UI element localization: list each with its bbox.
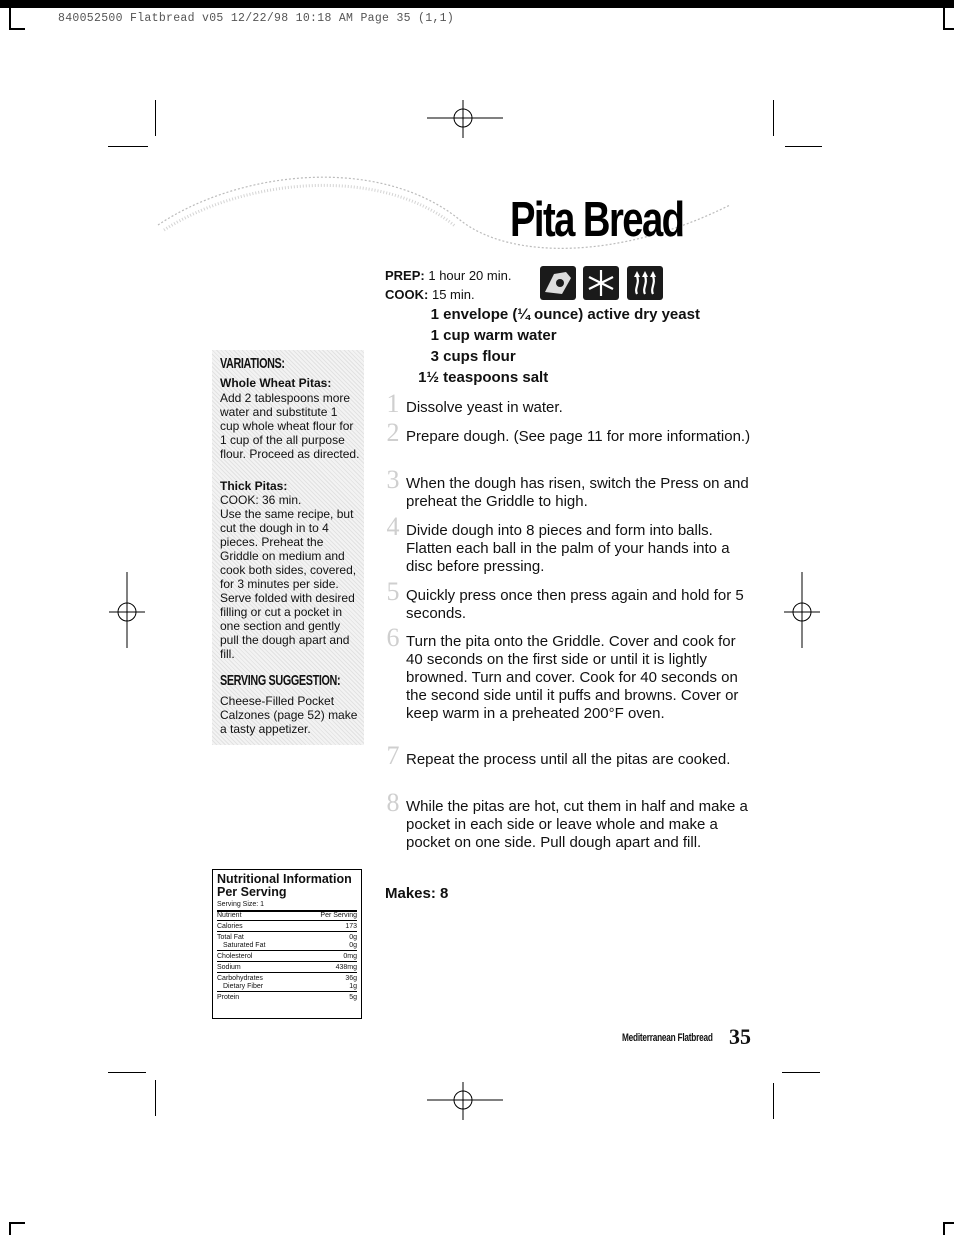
nutrient-value: 0g	[349, 942, 357, 949]
prep-time	[385, 268, 511, 283]
prep-label: PREP:	[385, 268, 425, 283]
heat-steam-icon	[627, 266, 663, 300]
nutrient-name: Dietary Fiber	[223, 983, 264, 990]
step-number: 2	[386, 418, 400, 447]
page-number: 35	[729, 1024, 751, 1049]
step-text: When the dough has risen, switch the Press on and preheat the Griddle to high.	[406, 475, 749, 510]
step-text: Dissolve yeast in water.	[406, 399, 563, 416]
nutrition-row	[213, 934, 361, 942]
nutrient-name: Carbohydrates	[217, 975, 263, 982]
nutrition-row	[213, 923, 361, 931]
ingredient-item	[413, 369, 548, 386]
nutrient-value: 0mg	[343, 953, 357, 960]
registration-mark-top	[425, 100, 505, 140]
thick-pitas-title: Thick Pitas:	[220, 479, 288, 493]
nutrition-row	[213, 975, 361, 983]
cook-label: COOK:	[385, 287, 429, 302]
nutrient-value: 1g	[349, 983, 357, 990]
nutrient-name: Sodium	[217, 964, 241, 971]
step-text: While the pitas are hot, cut them in half and make a pocket in each side or leave whole and make a pocket on one side. Pull dough apart and fill.	[406, 798, 748, 851]
step-text: Repeat the process until all the pitas are cooked.	[406, 751, 731, 768]
ingredient-text: cups flour	[443, 348, 516, 365]
nutrient-value: 0g	[349, 934, 357, 941]
food-processor-icon	[540, 266, 576, 300]
ingredient-text: envelope (¼ ounce) active dry yeast	[443, 306, 700, 323]
step-text: Prepare dough. (See page 11 for more information.)	[406, 428, 751, 445]
nutrient-name: Saturated Fat	[223, 942, 266, 949]
nutrition-row	[213, 953, 361, 961]
nutrient-name: Cholesterol	[217, 953, 253, 960]
ingredient-qty: 3	[430, 348, 439, 365]
nutrient-value: 438mg	[335, 964, 357, 971]
nutrition-facts	[212, 869, 362, 1019]
step-text: Turn the pita onto the Griddle. Cover and cook for 40 seconds on the first side or until it is lightly browned. Turn and cover. Cook for 40 seconds on the second side until it puffs and browns. Cover or keep warm in a preheated 200°F oven.	[406, 633, 739, 722]
step-number: 4	[386, 512, 400, 541]
nutrition-title: Nutritional Information Per Serving	[217, 872, 352, 899]
ingredient-qty: 1	[430, 306, 439, 323]
per-serving-header: Per Serving	[320, 912, 357, 919]
cook-value: 15 min.	[431, 287, 475, 302]
appliance-icons	[540, 266, 666, 300]
thick-pitas-text: Use the same recipe, but cut the dough in to 4 pieces. Preheat the Griddle on medium and cook both sides, covered, for 3 minutes per side. Serve folded with desired filling or cut a pocket in one section and gently pull the dough apart and fill.	[220, 507, 357, 661]
nutrient-value: 36g	[345, 975, 357, 982]
step-number: 6	[386, 623, 400, 652]
serving-suggestion-text: Cheese-Filled Pocket Calzones (page 52) make a tasty appetizer.	[220, 694, 358, 736]
ingredient-item	[413, 306, 700, 323]
serving-size-text: Serving Size: 1	[217, 901, 265, 908]
nutrition-row	[213, 994, 361, 1002]
serving-suggestion-heading: SERVING SUGGESTION:	[220, 672, 341, 689]
ingredient-qty: 1½	[418, 369, 439, 386]
nutrient-name: Calories	[217, 923, 243, 930]
variations-sidebar	[212, 350, 364, 745]
prep-value: 1 hour 20 min.	[428, 268, 512, 283]
ingredient-qty: 1	[430, 327, 439, 344]
thick-pitas-cook: COOK: 36 min.	[220, 493, 302, 507]
nutrient-name: Total Fat	[217, 934, 244, 941]
variations-heading: VARIATIONS:	[220, 355, 285, 372]
registration-mark-left	[107, 572, 147, 652]
cook-time	[385, 287, 475, 302]
nutrition-row	[213, 964, 361, 972]
step-number: 1	[386, 389, 400, 418]
recipe-title: Pita Bread	[510, 193, 684, 247]
ingredient-text: teaspoons salt	[443, 369, 549, 386]
ingredient-text: cup warm water	[443, 327, 557, 344]
step-number: 3	[386, 465, 400, 494]
registration-mark-bottom	[425, 1082, 505, 1122]
nutrient-header: Nutrient	[217, 912, 242, 919]
yield: Makes: 8	[385, 885, 449, 902]
nutrient-value: 173	[345, 923, 357, 930]
step-text: Quickly press once then press again and hold for 5 seconds.	[406, 587, 744, 622]
step-number: 7	[386, 741, 400, 770]
nutrition-row	[213, 942, 361, 950]
print-slug: 840052500 Flatbread v05 12/22/98 10:18 AM Page 35 (1,1)	[58, 12, 455, 25]
chapter-name: Mediterranean Flatbread	[622, 1032, 713, 1044]
serving-size	[213, 901, 361, 909]
registration-mark-right	[782, 572, 822, 652]
whole-wheat-text: Add 2 tablespoons more water and substitute 1 cup whole wheat flour for 1 cup of the all purpose flour. Proceed as directed.	[220, 391, 360, 461]
step-text: Divide dough into 8 pieces and form into balls. Flatten each ball in the palm of your hands into a disc before pressing.	[406, 522, 730, 575]
ingredient-item	[413, 348, 516, 365]
page-footer	[622, 1024, 751, 1049]
nutrient-name: Protein	[217, 994, 240, 1001]
whole-wheat-title: Whole Wheat Pitas:	[220, 376, 332, 390]
nutrition-row	[213, 983, 361, 991]
step-number: 5	[386, 577, 400, 606]
freezer-snowflake-icon	[583, 266, 619, 300]
ingredient-item	[413, 327, 557, 344]
step-number: 8	[386, 788, 400, 817]
nutrition-header-row	[213, 912, 361, 920]
nutrient-value: 5g	[349, 994, 357, 1001]
